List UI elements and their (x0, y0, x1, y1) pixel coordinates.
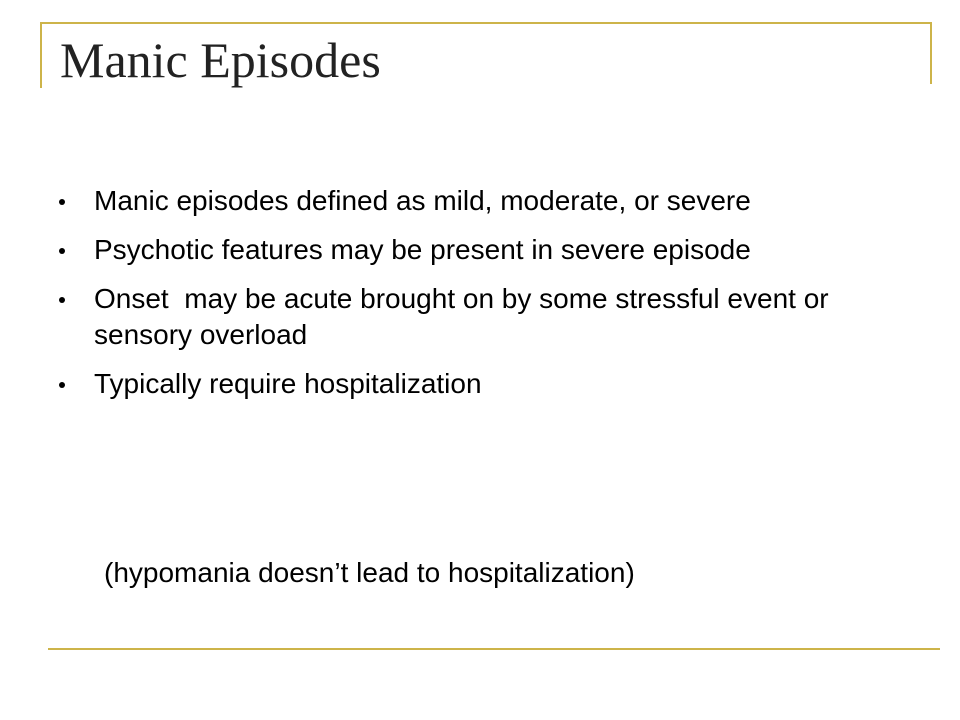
bullet-dot-icon (59, 248, 65, 254)
bullet-item (56, 281, 896, 353)
bullet-text: Psychotic features may be present in severe episode (94, 234, 751, 265)
bullet-item (56, 232, 896, 268)
bullet-item (56, 366, 896, 402)
bullet-text: Manic episodes defined as mild, moderate, or severe (94, 185, 751, 216)
bullet-dot-icon (59, 297, 65, 303)
top-accent-line (42, 22, 932, 24)
bullet-text: Typically require hospitalization (94, 368, 482, 399)
bullet-text: Onset may be acute brought on by some stressful event or sensory overload (94, 283, 837, 350)
slide-title: Manic Episodes (60, 32, 381, 88)
right-accent-line (930, 22, 932, 84)
bullet-dot-icon (59, 382, 65, 388)
bullet-list (56, 183, 896, 415)
bullet-item (56, 183, 896, 219)
left-accent-line (40, 22, 42, 88)
bullet-dot-icon (59, 199, 65, 205)
bottom-accent-line (48, 648, 940, 650)
sub-note: (hypomania doesn’t lead to hospitalization) (104, 557, 635, 588)
